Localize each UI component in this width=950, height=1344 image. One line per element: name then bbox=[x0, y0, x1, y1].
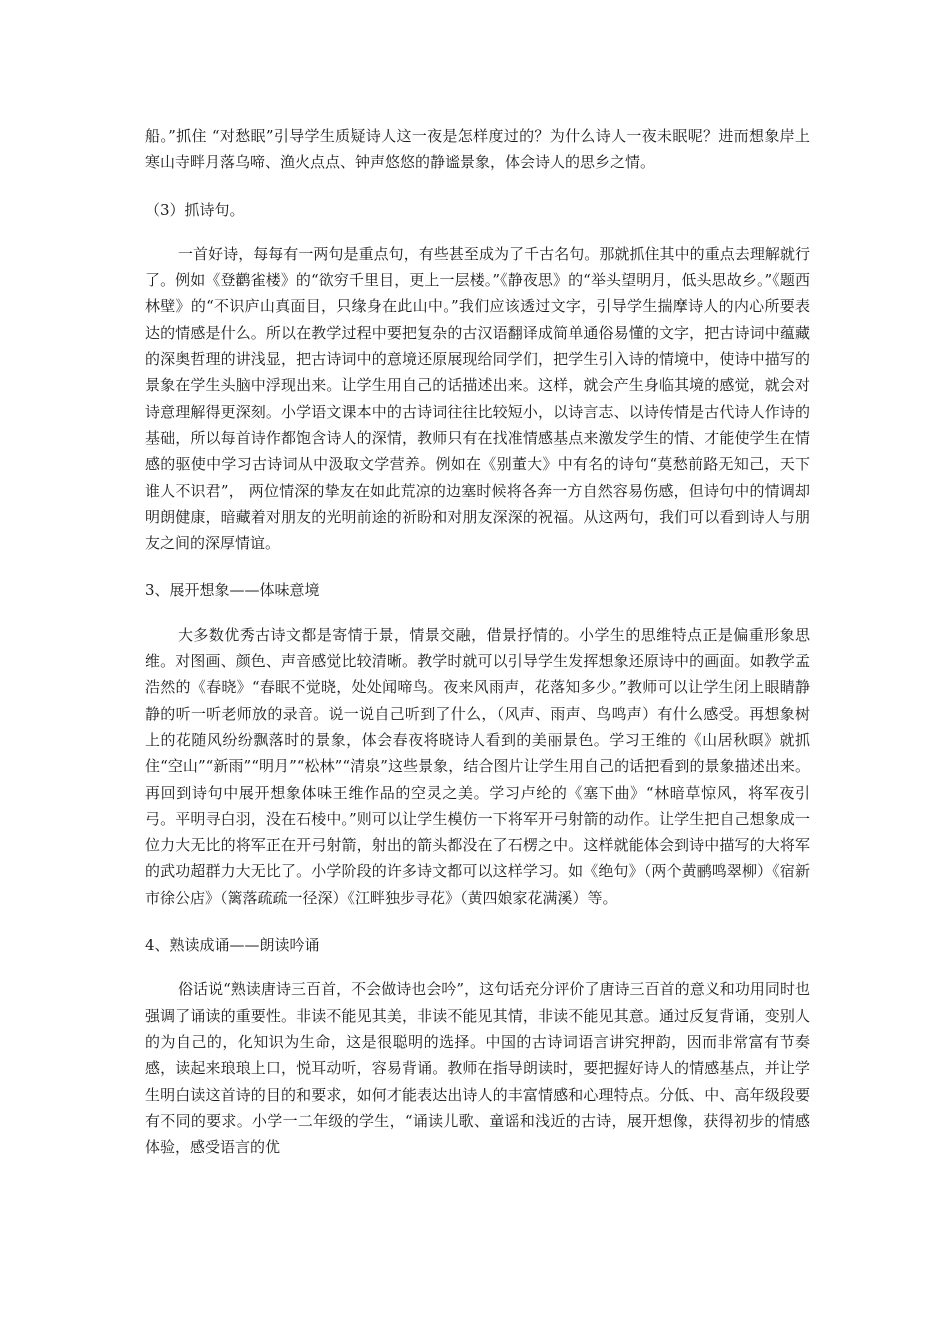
heading-imagination: 3、展开想象——体味意境 bbox=[145, 581, 320, 600]
heading-recitation: 4、熟读成诵——朗读吟诵 bbox=[145, 936, 320, 955]
paragraph-continuation: 船。”抓住 “对愁眠”引导学生质疑诗人这一夜是怎样度过的？为什么诗人一夜未眠呢？进而想象岸上寒山寺畔月落乌啼、渔火点点、钟声悠悠的静谧景象，体会诗人的思乡之情。 bbox=[145, 127, 810, 172]
paragraph-imagination: 大多数优秀古诗文都是寄情于景，情景交融，借景抒情的。小学生的思维特点正是偏重形象思维。对图画、颜色、声音感觉比较清晰。教学时就可以引导学生发挥想象还原诗中的画面。如教学孟浩然的《春晓》“春眠不觉晓，处处闻啼鸟。夜来风雨声，花落知多少。”教师可以让学生闭上眼睛静静的听一听老师放的录音。说一说自己听到了什么，（风声、雨声、鸟鸣声）有什么感受。再想象树上的花随风纷纷飘落时的景象，体会春夜将晓诗人看到的美丽景色。学习王维的《山居秋暝》就抓住“空山”“新雨”“明月”“松林”“清泉”这些景象，结合图片让学生用自己的话把看到的景象描述出来。再回到诗句中展开想象体味王维作品的空灵之美。学习卢纶的《塞下曲》“林暗草惊风，将军夜引弓。平明寻白羽，没在石棱中。”则可以让学生模仿一下将军开弓射箭的动作。让学生把自己想象成一位力大无比的将军正在开弓射箭，射出的箭头都没在了石楞之中。这样就能体会到诗中描写的大将军的武功超群力大无比了。小学阶段的许多诗文都可以这样学习。如《绝句》（两个黄鹂鸣翠柳）《宿新市徐公店》（篱落疏疏一径深）《江畔独步寻花》（黄四娘家花满溪）等。 bbox=[145, 625, 810, 907]
document-page bbox=[145, 123, 810, 1160]
paragraph-recitation: 俗话说“熟读唐诗三百首，不会做诗也会吟”，这句话充分评价了唐诗三百首的意义和功用同时也强调了诵读的重要性。非读不能见其美，非读不能见其情，非读不能见其意。通过反复背诵，变别人的为自己的，化知识为生命，这是很聪明的选择。中国的古诗词语言讲究押韵，因而非常富有节奏感，读起来琅琅上口，悦耳动听，容易背诵。教师在指导朗读时，要把握好诗人的情感基点，并让学生明白读这首诗的目的和要求，如何才能表达出诗人的丰富情感和心理特点。分低、中、高年级段要有不同的要求。小学一二年级的学生，“诵读儿歌、童谣和浅近的古诗，展开想像，获得初步的情感体验，感受语言的优 bbox=[145, 980, 810, 1157]
paragraph-poem-lines: 一首好诗，每每有一两句是重点句，有些甚至成为了千古名句。那就抓住其中的重点去理解就行了。例如《登鹳雀楼》的“欲穷千里目，更上一层楼。”《静夜思》的“举头望明月，低头思故乡。”《题西林壁》的“不识庐山真面目，只缘身在此山中。”我们应该透过文字，引导学生揣摩诗人的内心所要表达的情感是什么。所以在教学过程中要把复杂的古汉语翻译成简单通俗易懂的文字，把古诗词中蕴藏的深奥哲理的讲浅显，把古诗词中的意境还原展现给同学们，把学生引入诗的情境中，使诗中描写的景象在学生头脑中浮现出来。让学生用自己的话描述出来。这样，就会产生身临其境的感觉，就会对诗意理解得更深刻。小学语文课本中的古诗词往往比较短小，以诗言志、以诗传情是古代诗人作诗的基础，所以每首诗作都饱含诗人的深情，教师只有在找准情感基点来激发学生的情、才能使学生在情感的驱使中学习古诗词从中汲取文学营养。例如在《别董大》中有名的诗句“莫愁前路无知己，天下谁人不识君”， 两位情深的挚友在如此荒凉的边塞时候将各奔一方自然容易伤感，但诗句中的情调却明朗健康，暗藏着对朋友的光明前途的祈盼和对朋友深深的祝福。从这两句，我们可以看到诗人与朋友之间的深厚情谊。 bbox=[145, 244, 810, 553]
subheading-grasp-lines: （3）抓诗句。 bbox=[145, 200, 245, 219]
